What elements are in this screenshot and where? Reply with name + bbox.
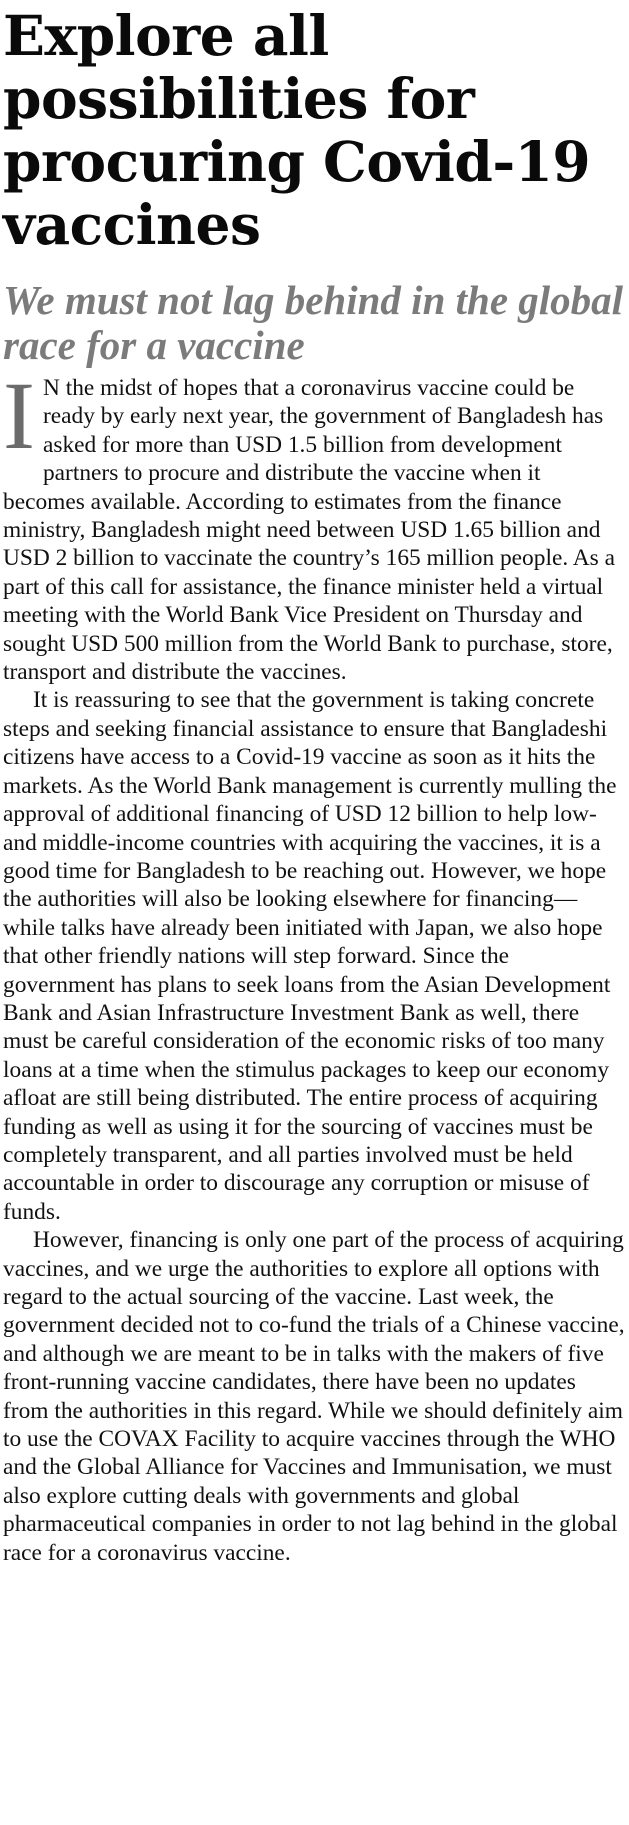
- article-headline: Explore all possibilities for procuring Covid-19 vaccines: [3, 3, 591, 257]
- article-paragraph-1: [3, 362, 625, 686]
- article-subheadline: We must not lag behind in the global race for a vaccine: [3, 277, 624, 368]
- article-paragraph-2: It is reassuring to see that the government is taking concrete steps and seeking financial assistance to ensure that Bangladeshi citizens have access to a Covid-19 vaccine as soon as it hits the markets. As the World Bank management is currently mulling the approval of additional financing of USD 12 billion to help low- and middle-income countries with acquiring the vaccines, it is a good time for Bangladesh to be reaching out. However, we hope the authorities will also be looking elsewhere for financing—while talks have already been initiated with Japan, we also hope that other friendly nations will step forward. Since the government has plans to seek loans from the Asian Development Bank and Asian Infrastructure Investment Bank as well, there must be careful consideration of the economic risks of too many loans at a time when the stimulus packages to keep our economy afloat are still being distributed. The entire process of acquiring funding as well as using it for the sourcing of vaccines must be completely transparent, and all parties involved must be held accountable in order to discourage any corruption or misuse of funds.: [3, 687, 617, 1225]
- article-paragraph-3: However, financing is only one part of the process of acquiring vaccines, and we urge the authorities to explore all options with regard to the actual sourcing of the vaccine. Last week, the government decided not to co-fund the trials of a Chinese vaccine, and although we are meant to be in talks with the makers of five front-running vaccine candidates, there have been no updates from the authorities in this regard. While we should definitely aim to use the COVAX Facility to acquire vaccines through the WHO and the Global Alliance for Vaccines and Immunisation, we must also explore cutting deals with governments and global pharmaceutical companies in order to not lag behind in the global race for a coronavirus vaccine.: [3, 1227, 625, 1566]
- drop-cap: I: [3, 362, 35, 469]
- article-body: [3, 362, 625, 1567]
- paragraph-1-text: N the midst of hopes that a coronavirus vaccine could be ready by early next year, the government of Bangladesh has asked for more than USD 1.5 billion from development partners to procure and distribute the vaccine when it becomes available. According to estimates from the finance ministry, Bangladesh might need between USD 1.65 billion and USD 2 billion to vaccinate the country’s 165 million people. As a part of this call for assistance, the finance minister held a virtual meeting with the World Bank Vice President on Thursday and sought USD 500 million from the World Bank to purchase, store, transport and distribute the vaccines.: [3, 375, 615, 686]
